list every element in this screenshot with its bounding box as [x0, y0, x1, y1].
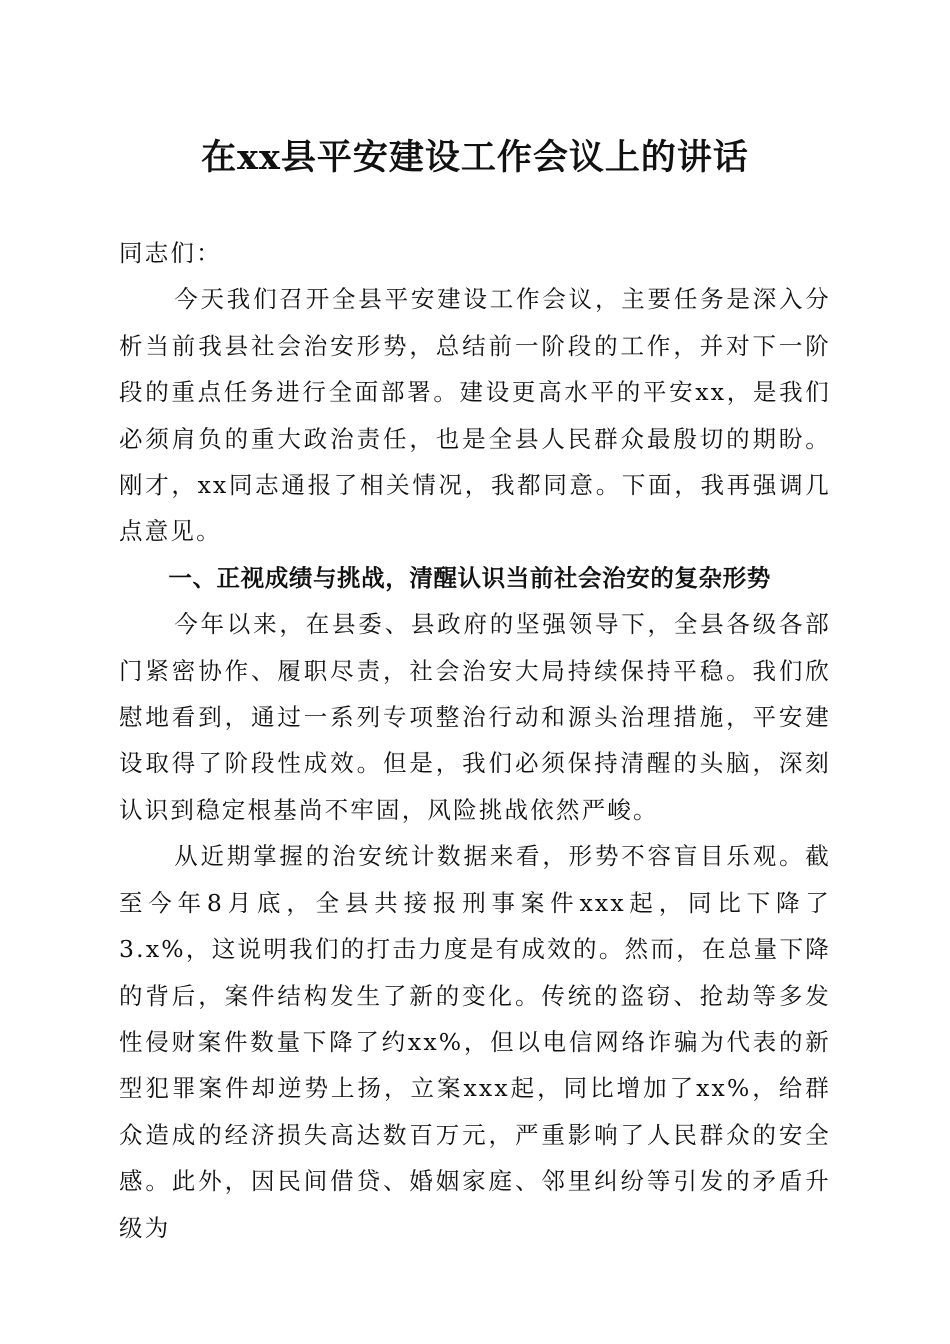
- paragraph-intro: 今天我们召开全县平安建设工作会议，主要任务是深入分析当前我县社会治安形势，总结前一阶段的工作，并对下一阶段的重点任务进行全面部署。建设更高水平的平安xx，是我们必须肩负的重大政治责任，也是全县人民群众最殷切的期盼。刚才，xx同志通报了相关情况，我都同意。下面，我再强调几点意见。: [119, 285, 831, 546]
- document-title: 在xx县平安建设工作会议上的讲话: [201, 137, 749, 178]
- paragraph-section1-1: 今年以来，在县委、县政府的坚强领导下，全县各级各部门紧密协作、履职尽责，社会治安大局持续保持平稳。我们欣慰地看到，通过一系列专项整治行动和源头治理措施，平安建设取得了阶段性成效。但是，我们必须保持清醒的头脑，深刻认识到稳定根基尚不牢固，风险挑战依然严峻。: [119, 610, 831, 824]
- document-body: [119, 230, 831, 1251]
- salutation: 同志们：: [119, 239, 222, 267]
- paragraph-section1-2: 从近期掌握的治安统计数据来看，形势不容盲目乐观。截至今年8月底，全县共接报刑事案件xxx起，同比下降了3.x%，这说明我们的打击力度是有成效的。然而，在总量下降的背后，案件结构发生了新的变化。传统的盗窃、抢劫等多发性侵财案件数量下降了约xx%，但以电信网络诈骗为代表的新型犯罪案件却逆势上扬，立案xxx起，同比增加了xx%，给群众造成的经济损失高达数百万元，严重影响了人民群众的安全感。此外，因民间借贷、婚姻家庭、邻里纠纷等引发的矛盾升级为: [119, 842, 831, 1242]
- section-heading-1: 一、正视成绩与挑战，清醒认识当前社会治安的复杂形势: [168, 563, 771, 592]
